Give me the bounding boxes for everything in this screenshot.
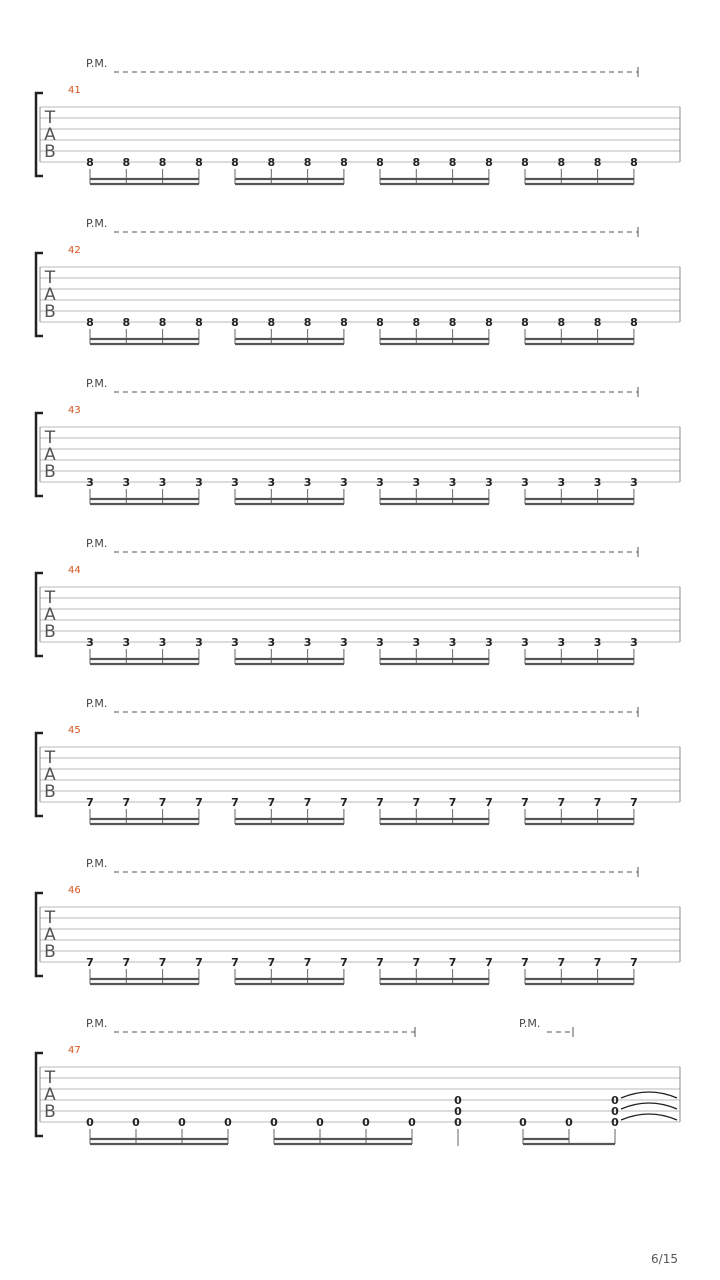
fret-number: 8 xyxy=(448,316,457,329)
fret-number: 8 xyxy=(303,316,312,329)
fret-number: 3 xyxy=(630,476,638,489)
fret-number: 7 xyxy=(485,796,493,809)
palm-mute-label: P.M. xyxy=(519,1017,541,1030)
fret-number: 8 xyxy=(86,156,94,169)
fret-number: 7 xyxy=(267,956,276,969)
fret-number: 3 xyxy=(158,636,167,649)
fret-number: 7 xyxy=(231,796,239,809)
fret-number: 8 xyxy=(86,316,94,329)
fret-number: 3 xyxy=(376,636,384,649)
fret-number: 0 xyxy=(178,1116,186,1129)
fret-number: 8 xyxy=(158,156,167,169)
fret-number: 3 xyxy=(86,636,94,649)
fret-number: 3 xyxy=(195,636,203,649)
fret-number: 7 xyxy=(86,956,94,969)
fret-number: 3 xyxy=(122,636,131,649)
bar-number: 47 xyxy=(68,1045,81,1056)
tab-clef-letter: B xyxy=(44,942,56,962)
fret-number: 8 xyxy=(412,156,421,169)
bar-number: 45 xyxy=(68,725,81,736)
fret-number: 3 xyxy=(195,476,203,489)
fret-number: 7 xyxy=(267,796,276,809)
fret-number: 7 xyxy=(376,956,384,969)
fret-number: 8 xyxy=(303,156,312,169)
fret-number: 8 xyxy=(630,316,638,329)
let-ring-arc xyxy=(621,1092,677,1098)
fret-number: 8 xyxy=(340,316,348,329)
fret-number: 3 xyxy=(231,636,239,649)
fret-number: 7 xyxy=(231,956,239,969)
fret-number: 0 xyxy=(454,1094,462,1107)
fret-number: 8 xyxy=(630,156,638,169)
fret-number: 8 xyxy=(195,156,203,169)
fret-number: 7 xyxy=(448,796,457,809)
fret-number: 8 xyxy=(267,156,276,169)
fret-number: 0 xyxy=(86,1116,94,1129)
fret-number: 0 xyxy=(454,1116,462,1129)
fret-number: 7 xyxy=(158,956,167,969)
fret-number: 8 xyxy=(485,316,493,329)
fret-number: 8 xyxy=(521,156,529,169)
fret-number: 0 xyxy=(224,1116,232,1129)
fret-number: 3 xyxy=(267,636,276,649)
tab-clef-letter: B xyxy=(44,142,56,162)
fret-number: 8 xyxy=(485,156,493,169)
fret-number: 3 xyxy=(376,476,384,489)
fret-number: 3 xyxy=(557,636,566,649)
fret-number: 3 xyxy=(412,636,421,649)
fret-number: 7 xyxy=(412,956,421,969)
fret-number: 3 xyxy=(557,476,566,489)
fret-number: 8 xyxy=(195,316,203,329)
fret-number: 7 xyxy=(158,796,167,809)
tab-clef-letter: A xyxy=(44,125,56,145)
fret-number: 0 xyxy=(408,1116,416,1129)
fret-number: 8 xyxy=(521,316,529,329)
fret-number: 0 xyxy=(316,1116,324,1129)
tab-clef-letter: B xyxy=(44,302,56,322)
fret-number: 0 xyxy=(362,1116,370,1129)
bar-number: 42 xyxy=(68,245,81,256)
tab-clef-letter: T xyxy=(44,748,56,768)
fret-number: 7 xyxy=(195,796,203,809)
fret-number: 8 xyxy=(340,156,348,169)
page-number: 6/15 xyxy=(651,1252,678,1266)
fret-number: 7 xyxy=(593,796,602,809)
fret-number: 3 xyxy=(630,636,638,649)
fret-number: 7 xyxy=(485,956,493,969)
fret-number: 8 xyxy=(448,156,457,169)
fret-number: 7 xyxy=(376,796,384,809)
fret-number: 7 xyxy=(303,796,312,809)
tab-clef-letter: A xyxy=(44,285,56,305)
fret-number: 3 xyxy=(521,476,529,489)
fret-number: 3 xyxy=(593,476,602,489)
fret-number: 7 xyxy=(593,956,602,969)
fret-number: 0 xyxy=(519,1116,527,1129)
tab-clef-letter: T xyxy=(44,428,56,448)
fret-number: 3 xyxy=(86,476,94,489)
fret-number: 7 xyxy=(630,956,638,969)
tab-clef-letter: T xyxy=(44,1068,56,1088)
fret-number: 8 xyxy=(412,316,421,329)
fret-number: 0 xyxy=(132,1116,140,1129)
tab-clef-letter: T xyxy=(44,908,56,928)
fret-number: 3 xyxy=(303,476,312,489)
fret-number: 7 xyxy=(195,956,203,969)
fret-number: 8 xyxy=(158,316,167,329)
bar-number: 46 xyxy=(68,885,81,896)
palm-mute-label: P.M. xyxy=(86,57,108,70)
fret-number: 3 xyxy=(521,636,529,649)
fret-number: 0 xyxy=(565,1116,573,1129)
fret-number: 8 xyxy=(267,316,276,329)
tab-clef-letter: A xyxy=(44,765,56,785)
fret-number: 7 xyxy=(412,796,421,809)
fret-number: 7 xyxy=(630,796,638,809)
tab-clef-letter: A xyxy=(44,445,56,465)
fret-number: 7 xyxy=(557,796,566,809)
fret-number: 8 xyxy=(122,316,131,329)
fret-number: 7 xyxy=(340,956,348,969)
fret-number: 8 xyxy=(557,156,566,169)
fret-number: 8 xyxy=(122,156,131,169)
fret-number: 3 xyxy=(267,476,276,489)
tab-clef-letter: T xyxy=(44,588,56,608)
fret-number: 0 xyxy=(611,1094,619,1107)
fret-number: 3 xyxy=(593,636,602,649)
fret-number: 8 xyxy=(593,156,602,169)
fret-number: 3 xyxy=(448,476,457,489)
tab-clef-letter: A xyxy=(44,605,56,625)
fret-number: 8 xyxy=(231,316,239,329)
fret-number: 3 xyxy=(340,476,348,489)
fret-number: 3 xyxy=(158,476,167,489)
palm-mute-label: P.M. xyxy=(86,857,108,870)
tab-clef-letter: B xyxy=(44,622,56,642)
fret-number: 3 xyxy=(231,476,239,489)
fret-number: 7 xyxy=(122,956,131,969)
bar-number: 44 xyxy=(68,565,81,576)
fret-number: 8 xyxy=(376,316,384,329)
palm-mute-label: P.M. xyxy=(86,377,108,390)
let-ring-arc xyxy=(621,1114,677,1120)
tab-clef-letter: B xyxy=(44,462,56,482)
tab-clef-letter: T xyxy=(44,108,56,128)
fret-number: 7 xyxy=(557,956,566,969)
fret-number: 3 xyxy=(122,476,131,489)
fret-number: 0 xyxy=(611,1116,619,1129)
fret-number: 7 xyxy=(448,956,457,969)
fret-number: 0 xyxy=(270,1116,278,1129)
fret-number: 8 xyxy=(376,156,384,169)
let-ring-arc xyxy=(621,1103,677,1109)
fret-number: 7 xyxy=(340,796,348,809)
fret-number: 3 xyxy=(340,636,348,649)
fret-number: 3 xyxy=(303,636,312,649)
fret-number: 3 xyxy=(412,476,421,489)
palm-mute-label: P.M. xyxy=(86,217,108,230)
fret-number: 3 xyxy=(448,636,457,649)
tab-clef-letter: B xyxy=(44,782,56,802)
fret-number: 7 xyxy=(521,956,529,969)
fret-number: 7 xyxy=(303,956,312,969)
fret-number: 0 xyxy=(454,1105,462,1118)
bar-number: 43 xyxy=(68,405,81,416)
palm-mute-label: P.M. xyxy=(86,537,108,550)
tab-clef-letter: A xyxy=(44,1085,56,1105)
palm-mute-label: P.M. xyxy=(86,1017,108,1030)
fret-number: 3 xyxy=(485,476,493,489)
fret-number: 8 xyxy=(231,156,239,169)
fret-number: 8 xyxy=(593,316,602,329)
tab-clef-letter: B xyxy=(44,1102,56,1122)
tab-clef-letter: T xyxy=(44,268,56,288)
fret-number: 8 xyxy=(557,316,566,329)
fret-number: 7 xyxy=(521,796,529,809)
fret-number: 0 xyxy=(611,1105,619,1118)
fret-number: 7 xyxy=(122,796,131,809)
palm-mute-label: P.M. xyxy=(86,697,108,710)
tab-clef-letter: A xyxy=(44,925,56,945)
fret-number: 3 xyxy=(485,636,493,649)
bar-number: 41 xyxy=(68,85,81,96)
fret-number: 7 xyxy=(86,796,94,809)
